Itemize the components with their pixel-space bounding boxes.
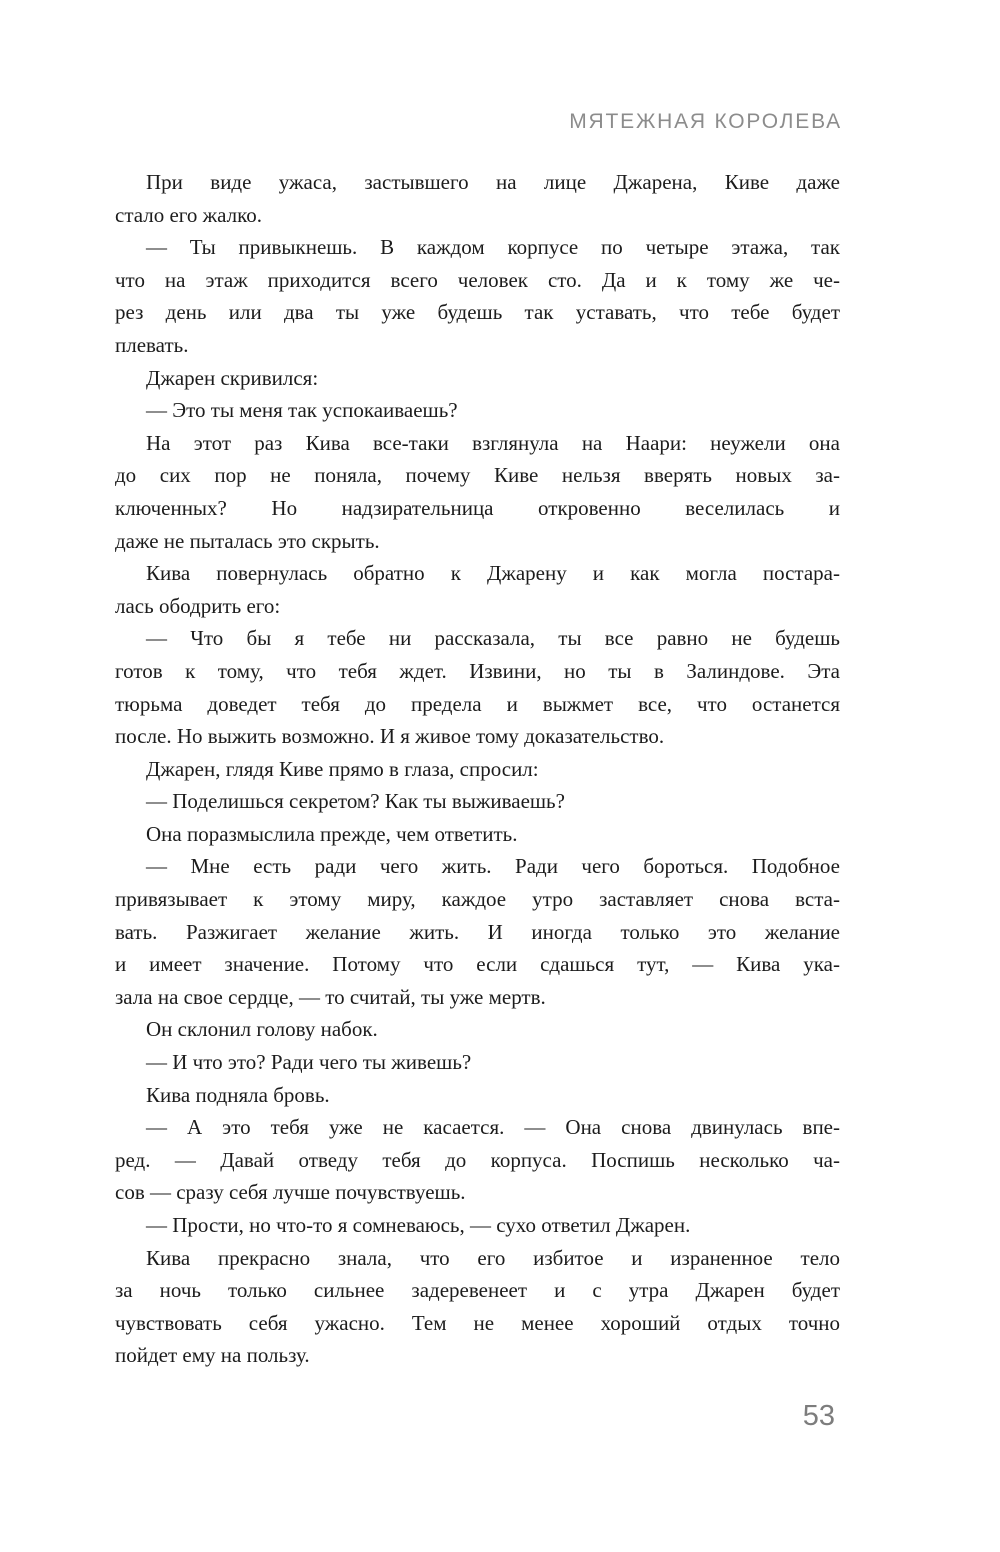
paragraph (115, 394, 840, 427)
paragraph (115, 557, 840, 622)
page-body (115, 166, 840, 1372)
text-line: привязывает к этому миру, каждое утро заставляет снова вста- (115, 887, 840, 912)
text-line: плевать. (115, 332, 189, 357)
paragraph (115, 1209, 840, 1242)
paragraph (115, 753, 840, 786)
text-line: рез день или два ты уже будешь так уставать, что тебе будет (115, 300, 840, 325)
text-line: Он склонил голову набок. (146, 1017, 378, 1042)
text-line: и имеет значение. Потому что если сдашься тут, — Кива ука- (115, 952, 840, 977)
text-line: даже не пыталась это скрыть. (115, 528, 380, 553)
running-header: МЯТЕЖНАЯ КОРОЛЕВА (569, 110, 842, 133)
text-line: Кива повернулась обратно к Джарену и как могла постара- (146, 561, 840, 586)
text-line: что на этаж приходится всего человек сто. Да и к тому же че- (115, 267, 840, 292)
paragraph (115, 427, 840, 557)
text-line: тюрьма доведет тебя до предела и выжмет все, что останется (115, 691, 840, 716)
text-line: вать. Разжигает желание жить. И иногда только это желание (115, 919, 840, 944)
text-line: готов к тому, что тебя ждет. Извини, но ты в Залиндове. Эта (115, 658, 840, 683)
text-line: ключенных? Но надзирательница откровенно веселилась и (115, 495, 840, 520)
paragraph (115, 622, 840, 752)
page-number: 53 (802, 1400, 835, 1432)
text-line: Она поразмыслила прежде, чем ответить. (146, 821, 518, 846)
text-line: Кива подняла бровь. (146, 1082, 330, 1107)
text-line: Джарен скривился: (146, 365, 319, 390)
text-line: после. Но выжить возможно. И я живое тому доказательство. (115, 724, 665, 749)
text-line: — Мне есть ради чего жить. Ради чего бороться. Подобное (146, 854, 840, 879)
paragraph (115, 1111, 840, 1209)
text-line: лась ободрить его: (115, 593, 281, 618)
text-line: — Что бы я тебе ни рассказала, ты все равно не будешь (146, 626, 840, 651)
text-line: — И что это? Ради чего ты живешь? (146, 1050, 472, 1075)
paragraph (115, 166, 840, 231)
text-line: зала на свое сердце, — то считай, ты уже мертв. (115, 984, 546, 1009)
text-line: — А это тебя уже не касается. — Она снова двинулась впе- (146, 1115, 840, 1140)
text-line: за ночь только сильнее задеревенеет и с утра Джарен будет (115, 1278, 840, 1303)
text-line: — Это ты меня так успокаиваешь? (146, 398, 458, 423)
paragraph (115, 850, 840, 1013)
text-line: ред. — Давай отведу тебя до корпуса. Поспишь несколько ча- (115, 1147, 840, 1172)
text-line: пойдет ему на пользу. (115, 1343, 310, 1368)
text-line: стало его жалко. (115, 202, 263, 227)
paragraph (115, 1013, 840, 1046)
paragraph (115, 1046, 840, 1079)
text-line: — Поделишься секретом? Как ты выживаешь? (146, 789, 565, 814)
text-line: Джарен, глядя Киве прямо в глаза, спросил: (146, 756, 539, 781)
text-line: На этот раз Кива все-таки взглянула на Наари: неужели она (146, 430, 840, 455)
paragraph (115, 1079, 840, 1112)
text-line: При виде ужаса, застывшего на лице Джарена, Киве даже (146, 170, 840, 194)
text-line: до сих пор не поняла, почему Киве нельзя вверять новых за- (115, 463, 840, 488)
text-line: Кива прекрасно знала, что его избитое и израненное тело (146, 1245, 840, 1270)
paragraph (115, 818, 840, 851)
text-line: — Ты привыкнешь. В каждом корпусе по четыре этажа, так (146, 235, 840, 260)
text-line: сов — сразу себя лучше почувствуешь. (115, 1180, 466, 1205)
paragraph (115, 362, 840, 395)
text-line: чувствовать себя ужасно. Тем не менее хороший отдых точно (115, 1310, 840, 1335)
paragraph (115, 231, 840, 361)
paragraph (115, 785, 840, 818)
text-line: — Прости, но что-то я сомневаюсь, — сухо ответил Джарен. (146, 1213, 691, 1237)
paragraph (115, 1242, 840, 1372)
